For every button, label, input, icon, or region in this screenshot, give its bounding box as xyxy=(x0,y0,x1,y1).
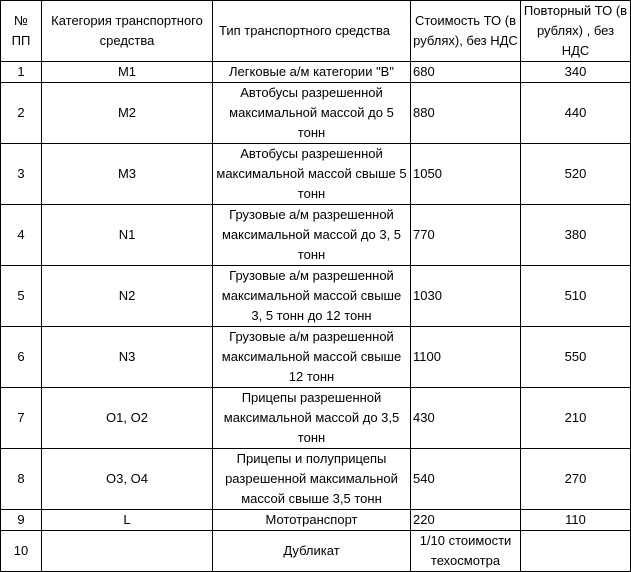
row-repeat-cost: 340 xyxy=(521,62,631,83)
row-cost: 540 xyxy=(411,449,521,510)
row-number: 4 xyxy=(1,205,42,266)
row-category: O1, O2 xyxy=(42,388,213,449)
row-cost: 1100 xyxy=(411,327,521,388)
row-number: 3 xyxy=(1,144,42,205)
row-cost: 220 xyxy=(411,510,521,531)
row-vehicle-type: Автобусы разрешенной максимальной массой до 5 тонн xyxy=(213,83,411,144)
table-header-row xyxy=(1,1,631,62)
row-repeat-cost: 270 xyxy=(521,449,631,510)
row-repeat-cost xyxy=(521,531,631,572)
row-vehicle-type: Мототранспорт xyxy=(213,510,411,531)
row-category: N2 xyxy=(42,266,213,327)
row-vehicle-type: Автобусы разрешенной максимальной массой свыше 5 тонн xyxy=(213,144,411,205)
row-repeat-cost: 550 xyxy=(521,327,631,388)
table-row xyxy=(1,449,631,510)
row-vehicle-type: Грузовые а/м разрешенной максимальной массой свыше 3, 5 тонн до 12 тонн xyxy=(213,266,411,327)
row-vehicle-type: Грузовые а/м разрешенной максимальной массой до 3, 5 тонн xyxy=(213,205,411,266)
row-number: 10 xyxy=(1,531,42,572)
row-repeat-cost: 510 xyxy=(521,266,631,327)
table-row xyxy=(1,510,631,531)
header-cost: Стоимость ТО (в рублях), без НДС xyxy=(411,1,521,62)
table-row xyxy=(1,83,631,144)
row-vehicle-type: Грузовые а/м разрешенной максимальной массой свыше 12 тонн xyxy=(213,327,411,388)
row-repeat-cost: 210 xyxy=(521,388,631,449)
table-row xyxy=(1,388,631,449)
header-number-pp: ПП xyxy=(11,33,31,48)
row-number: 8 xyxy=(1,449,42,510)
row-cost: 430 xyxy=(411,388,521,449)
header-number xyxy=(1,1,42,62)
table-row xyxy=(1,531,631,572)
table-row xyxy=(1,266,631,327)
table-row xyxy=(1,62,631,83)
row-cost: 1050 xyxy=(411,144,521,205)
row-category xyxy=(42,531,213,572)
row-category: O3, O4 xyxy=(42,449,213,510)
table-row xyxy=(1,327,631,388)
row-number: 7 xyxy=(1,388,42,449)
row-vehicle-type: Дубликат xyxy=(213,531,411,572)
row-category: M1 xyxy=(42,62,213,83)
table-row xyxy=(1,205,631,266)
row-number: 1 xyxy=(1,62,42,83)
row-number: 5 xyxy=(1,266,42,327)
row-number: 2 xyxy=(1,83,42,144)
row-repeat-cost: 110 xyxy=(521,510,631,531)
row-vehicle-type: Легковые а/м категории "В" xyxy=(213,62,411,83)
header-type: Тип транспортного средства xyxy=(213,1,411,62)
row-vehicle-type: Прицепы и полуприцепы разрешенной максимальной массой свыше 3,5 тонн xyxy=(213,449,411,510)
row-cost: 680 xyxy=(411,62,521,83)
row-cost: 1030 xyxy=(411,266,521,327)
table-row xyxy=(1,144,631,205)
row-category: M2 xyxy=(42,83,213,144)
row-repeat-cost: 520 xyxy=(521,144,631,205)
row-cost: 880 xyxy=(411,83,521,144)
header-number-sign: № xyxy=(14,13,28,28)
row-category: M3 xyxy=(42,144,213,205)
row-repeat-cost: 440 xyxy=(521,83,631,144)
header-category: Категория транспортного средства xyxy=(42,1,213,62)
row-cost: 770 xyxy=(411,205,521,266)
row-vehicle-type: Прицепы разрешенной максимальной массой до 3,5 тонн xyxy=(213,388,411,449)
row-repeat-cost: 380 xyxy=(521,205,631,266)
row-category: L xyxy=(42,510,213,531)
row-number: 6 xyxy=(1,327,42,388)
row-number: 9 xyxy=(1,510,42,531)
header-repeat-cost: Повторный ТО (в рублях) , без НДС xyxy=(521,1,631,62)
row-category: N3 xyxy=(42,327,213,388)
row-category: N1 xyxy=(42,205,213,266)
row-cost: 1/10 стоимости техосмотра xyxy=(411,531,521,572)
